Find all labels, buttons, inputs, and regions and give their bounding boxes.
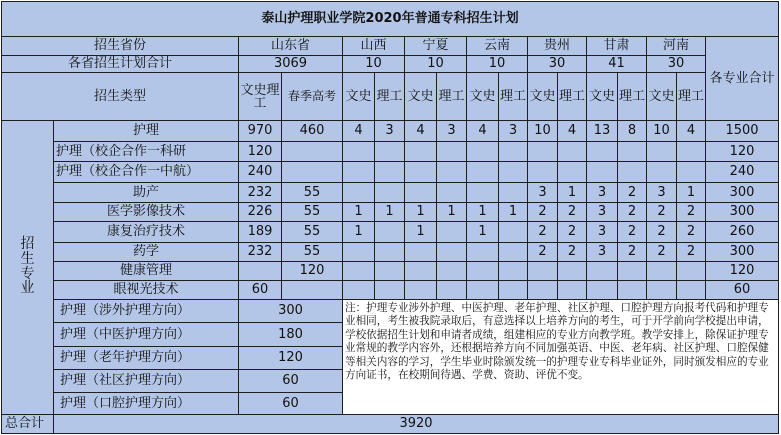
major-count-cell: 3	[499, 120, 528, 141]
major-count-cell	[618, 262, 647, 281]
major-row	[2, 120, 779, 141]
major-count-cell: 2	[677, 242, 706, 262]
major-count-cell	[282, 162, 343, 183]
major-count-cell: 3	[587, 203, 618, 222]
major-count-cell	[587, 262, 618, 281]
major-count-cell	[587, 280, 618, 299]
direction-name: 护理（涉外护理方向）	[54, 299, 239, 323]
major-count-cell	[375, 242, 405, 262]
major-count-cell: 2	[618, 203, 647, 222]
major-count-cell	[405, 141, 437, 162]
major-count-cell: 55	[282, 203, 343, 222]
major-count-cell	[677, 280, 706, 299]
major-count-cell: 460	[282, 120, 343, 141]
major-count-cell: 1	[499, 203, 528, 222]
province-total-shanxi: 10	[343, 55, 405, 73]
major-total-cell: 120	[706, 262, 779, 281]
province-total-gansu: 41	[587, 55, 647, 73]
major-count-cell: 3	[587, 242, 618, 262]
direction-name: 护理（中医护理方向）	[54, 323, 239, 347]
major-count-cell	[499, 242, 528, 262]
major-name: 护理（校企合作一中航）	[54, 162, 239, 183]
major-count-cell	[343, 182, 375, 203]
major-count-cell: 226	[239, 203, 282, 222]
type-guizhou-ligong: 理工	[558, 73, 587, 121]
major-count-cell	[282, 280, 343, 299]
major-total-cell: 60	[706, 280, 779, 299]
province-name-gansu: 甘肃	[587, 37, 647, 56]
major-count-cell	[528, 280, 558, 299]
major-count-cell: 8	[618, 120, 647, 141]
major-count-cell	[437, 141, 467, 162]
major-count-cell	[375, 262, 405, 281]
province-total-yunnan: 10	[467, 55, 528, 73]
major-count-cell: 55	[282, 182, 343, 203]
major-count-cell	[343, 162, 375, 183]
major-count-cell: 240	[239, 162, 282, 183]
major-total-cell: 300	[706, 242, 779, 262]
major-name: 康复治疗技术	[54, 222, 239, 243]
major-name: 护理	[54, 120, 239, 141]
major-name: 护理（校企合作一科研	[54, 141, 239, 162]
major-count-cell	[558, 280, 587, 299]
major-count-cell	[467, 280, 499, 299]
major-count-cell	[282, 141, 343, 162]
major-count-cell: 1	[405, 203, 437, 222]
major-count-cell: 2	[528, 242, 558, 262]
major-name: 助产	[54, 182, 239, 203]
type-shandong-chunji: 春季高考	[282, 73, 343, 121]
major-row	[2, 262, 779, 281]
direction-count: 60	[239, 369, 343, 392]
direction-count: 300	[239, 299, 343, 323]
major-count-cell: 1	[467, 203, 499, 222]
major-count-cell	[618, 162, 647, 183]
major-count-cell: 189	[239, 222, 282, 243]
major-count-cell	[499, 182, 528, 203]
major-row	[2, 162, 779, 183]
major-count-cell: 4	[405, 120, 437, 141]
major-count-cell: 3	[647, 182, 677, 203]
major-count-cell: 60	[239, 280, 282, 299]
major-count-cell	[528, 262, 558, 281]
type-header-label: 招生类型	[2, 73, 239, 121]
plan-total-label: 各省招生计划合计	[2, 55, 239, 73]
province-name-ningxia: 宁夏	[405, 37, 467, 56]
province-name-yunnan: 云南	[467, 37, 528, 56]
major-count-cell	[558, 141, 587, 162]
major-count-cell: 2	[558, 242, 587, 262]
province-total-ningxia: 10	[405, 55, 467, 73]
major-count-cell	[405, 242, 437, 262]
type-yunnan-ligong: 理工	[499, 73, 528, 121]
major-count-cell	[437, 222, 467, 243]
major-count-cell: 2	[647, 242, 677, 262]
major-count-cell: 232	[239, 182, 282, 203]
major-count-cell: 1	[467, 222, 499, 243]
major-count-cell: 4	[677, 120, 706, 141]
major-count-cell	[499, 280, 528, 299]
major-count-cell	[467, 262, 499, 281]
major-count-cell: 2	[677, 203, 706, 222]
major-count-cell: 2	[558, 203, 587, 222]
major-count-cell	[437, 242, 467, 262]
major-count-cell: 1	[343, 203, 375, 222]
major-name: 医学影像技术	[54, 203, 239, 222]
page-title: 泰山护理职业学院2020年普通专科招生计划	[2, 2, 779, 37]
type-henan-ligong: 理工	[677, 73, 706, 121]
major-count-cell	[558, 162, 587, 183]
major-count-cell: 2	[647, 222, 677, 243]
direction-note: 注：护理专业涉外护理、中医护理、老年护理、社区护理、口腔护理方向报考代码和护理专业相同，考生被我院录取后，有意选择以上培养方向的考生，可于开学前向学校提出申请，学校依据招生计划和申请者成绩，组建相应的专业方向教学班。教学安排上，除保证护理专业常规的教学内容外，还根据培养方向不同加强英语、中医、老年病、社区护理、口腔保健等相关内容的学习，学生毕业时除颁发统一的护理专业专科毕业证外，同时颁发相应的专业方向证书，在校期间待遇、学费、资助、评优不变。	[343, 299, 779, 415]
major-count-cell: 4	[343, 120, 375, 141]
major-count-cell	[647, 280, 677, 299]
type-gansu-ligong: 理工	[618, 73, 647, 121]
major-count-cell	[343, 141, 375, 162]
major-count-cell	[467, 182, 499, 203]
direction-name: 护理（老年护理方向）	[54, 347, 239, 370]
major-count-cell: 3	[587, 222, 618, 243]
major-count-cell: 2	[618, 182, 647, 203]
grand-total-label: 总合计	[2, 415, 54, 434]
major-count-cell: 4	[467, 120, 499, 141]
province-name-shandong: 山东省	[239, 37, 343, 56]
major-row	[2, 222, 779, 243]
major-count-cell: 1	[677, 182, 706, 203]
major-count-cell	[405, 280, 437, 299]
major-count-cell: 4	[558, 120, 587, 141]
major-total-cell: 120	[706, 141, 779, 162]
major-count-cell	[405, 182, 437, 203]
type-gansu-wenshi: 文史	[587, 73, 618, 121]
major-count-cell	[528, 141, 558, 162]
type-ningxia-ligong: 理工	[437, 73, 467, 121]
major-total-cell: 300	[706, 182, 779, 203]
major-count-cell	[375, 280, 405, 299]
major-total-cell: 300	[706, 203, 779, 222]
province-total-shandong: 3069	[239, 55, 343, 73]
major-count-cell	[558, 262, 587, 281]
major-count-cell	[437, 182, 467, 203]
major-count-cell	[375, 162, 405, 183]
major-count-cell	[437, 280, 467, 299]
major-count-cell: 970	[239, 120, 282, 141]
major-count-cell	[467, 162, 499, 183]
grand-total-row	[2, 415, 779, 434]
major-count-cell	[405, 262, 437, 281]
major-count-cell: 2	[677, 222, 706, 243]
type-ningxia-wenshi: 文史	[405, 73, 437, 121]
province-total-guizhou: 30	[528, 55, 587, 73]
major-count-cell	[647, 141, 677, 162]
major-count-cell: 2	[528, 222, 558, 243]
major-count-cell	[375, 141, 405, 162]
major-count-cell	[677, 162, 706, 183]
type-guizhou-wenshi: 文史	[528, 73, 558, 121]
major-count-cell: 1	[558, 182, 587, 203]
all-majors-total-header: 各专业合计	[706, 37, 779, 121]
major-count-cell: 13	[587, 120, 618, 141]
major-row	[2, 203, 779, 222]
direction-name: 护理（社区护理方向）	[54, 369, 239, 392]
major-row	[2, 280, 779, 299]
type-shanxi-wenshi: 文史	[343, 73, 375, 121]
major-count-cell	[647, 262, 677, 281]
side-label-text: 招生专业	[20, 236, 35, 297]
major-count-cell: 1	[405, 222, 437, 243]
major-count-cell: 2	[528, 203, 558, 222]
major-count-cell	[499, 222, 528, 243]
major-row	[2, 141, 779, 162]
major-count-cell	[618, 141, 647, 162]
major-count-cell	[437, 162, 467, 183]
major-count-cell	[343, 280, 375, 299]
major-count-cell: 55	[282, 222, 343, 243]
type-shanxi-ligong: 理工	[375, 73, 405, 121]
type-shandong-wenli: 文史理工	[239, 73, 282, 121]
major-total-cell: 240	[706, 162, 779, 183]
major-count-cell: 120	[239, 141, 282, 162]
major-count-cell: 1	[437, 203, 467, 222]
major-count-cell	[239, 262, 282, 281]
side-label-majors	[2, 120, 54, 414]
major-count-cell: 2	[618, 242, 647, 262]
province-name-shanxi: 山西	[343, 37, 405, 56]
major-count-cell	[647, 162, 677, 183]
major-count-cell	[343, 242, 375, 262]
major-count-cell: 2	[618, 222, 647, 243]
type-henan-wenshi: 文史	[647, 73, 677, 121]
major-count-cell	[587, 141, 618, 162]
major-count-cell: 1	[343, 222, 375, 243]
major-count-cell	[405, 162, 437, 183]
major-count-cell	[437, 262, 467, 281]
direction-count: 180	[239, 323, 343, 347]
major-count-cell: 2	[647, 203, 677, 222]
type-yunnan-wenshi: 文史	[467, 73, 499, 121]
major-count-cell	[375, 222, 405, 243]
direction-row	[2, 299, 779, 323]
major-count-cell: 10	[647, 120, 677, 141]
major-count-cell	[499, 162, 528, 183]
major-row	[2, 242, 779, 262]
major-count-cell	[467, 242, 499, 262]
major-name: 药学	[54, 242, 239, 262]
major-count-cell	[587, 162, 618, 183]
major-count-cell: 3	[587, 182, 618, 203]
province-total-henan: 30	[647, 55, 706, 73]
grand-total-value: 3920	[54, 415, 779, 434]
major-count-cell	[618, 280, 647, 299]
major-total-cell: 1500	[706, 120, 779, 141]
major-count-cell	[467, 141, 499, 162]
major-row	[2, 182, 779, 203]
direction-name: 护理（口腔护理方向）	[54, 392, 239, 415]
major-name: 眼视光技术	[54, 280, 239, 299]
major-count-cell	[499, 262, 528, 281]
major-count-cell: 10	[528, 120, 558, 141]
major-count-cell	[499, 141, 528, 162]
major-count-cell: 3	[375, 120, 405, 141]
province-name-henan: 河南	[647, 37, 706, 56]
province-name-guizhou: 贵州	[528, 37, 587, 56]
major-count-cell: 1	[375, 203, 405, 222]
major-count-cell	[375, 182, 405, 203]
direction-count: 120	[239, 347, 343, 370]
enrollment-plan-table	[1, 1, 779, 434]
major-name: 健康管理	[54, 262, 239, 281]
major-count-cell	[677, 262, 706, 281]
major-count-cell	[343, 262, 375, 281]
major-count-cell: 120	[282, 262, 343, 281]
major-count-cell	[528, 162, 558, 183]
direction-count: 60	[239, 392, 343, 415]
major-count-cell: 55	[282, 242, 343, 262]
major-count-cell: 2	[558, 222, 587, 243]
major-count-cell: 3	[528, 182, 558, 203]
major-count-cell: 232	[239, 242, 282, 262]
major-count-cell: 3	[437, 120, 467, 141]
major-count-cell	[677, 141, 706, 162]
major-total-cell: 260	[706, 222, 779, 243]
province-header-label: 招生省份	[2, 37, 239, 56]
